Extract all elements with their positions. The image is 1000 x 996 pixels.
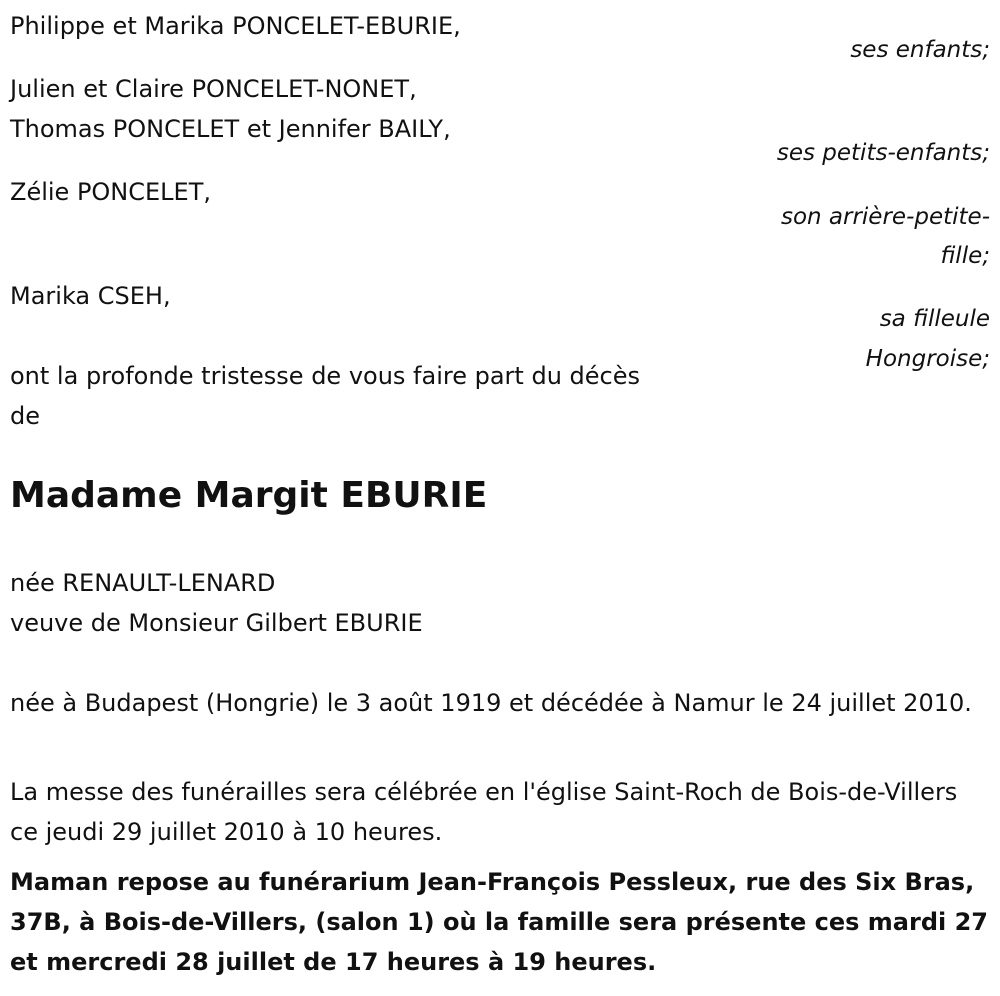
relation-great-grandchild-line2: fille; [940,243,990,269]
relative-grandchild-1: Julien et Claire PONCELET-NONET, [10,75,417,103]
relation-great-grandchild-line1: son arrière-petite- [780,204,990,230]
relative-children: Philippe et Marika PONCELET-EBURIE, [10,12,461,40]
maiden-name: née RENAULT-LENARD [10,569,276,597]
relation-goddaughter-line1: sa filleule [879,306,990,332]
widow-of: veuve de Monsieur Gilbert EBURIE [10,609,423,637]
relation-children: ses enfants; [850,37,990,63]
relative-grandchild-2: Thomas PONCELET et Jennifer BAILY, [10,115,451,143]
relative-great-grandchild: Zélie PONCELET, [10,178,211,206]
relation-grandchildren: ses petits-enfants; [776,140,990,166]
relative-goddaughter: Marika CSEH, [10,282,171,310]
announcement-line2: de [10,402,40,430]
relation-goddaughter-line2: Hongroise; [865,346,990,372]
visitation-paragraph: Maman repose au funérarium Jean-François Pessleux, rue des Six Bras, 37B, à Bois-de-Villers, (salon 1) où la famille sera présente ces mardi 27 et mercredi 28 juillet de 17 heures à 19 heures. [10,868,988,976]
birth-death-paragraph: née à Budapest (Hongrie) le 3 août 1919 et décédée à Namur le 24 juillet 2010. [10,689,972,717]
funeral-mass-paragraph: La messe des funérailles sera célébrée en l'église Saint-Roch de Bois-de-Villers ce jeudi 29 juillet 2010 à 10 heures. [10,778,958,846]
deceased-name: Madame Margit EBURIE [10,475,488,516]
announcement-line1: ont la profonde tristesse de vous faire part du décès [10,362,640,390]
